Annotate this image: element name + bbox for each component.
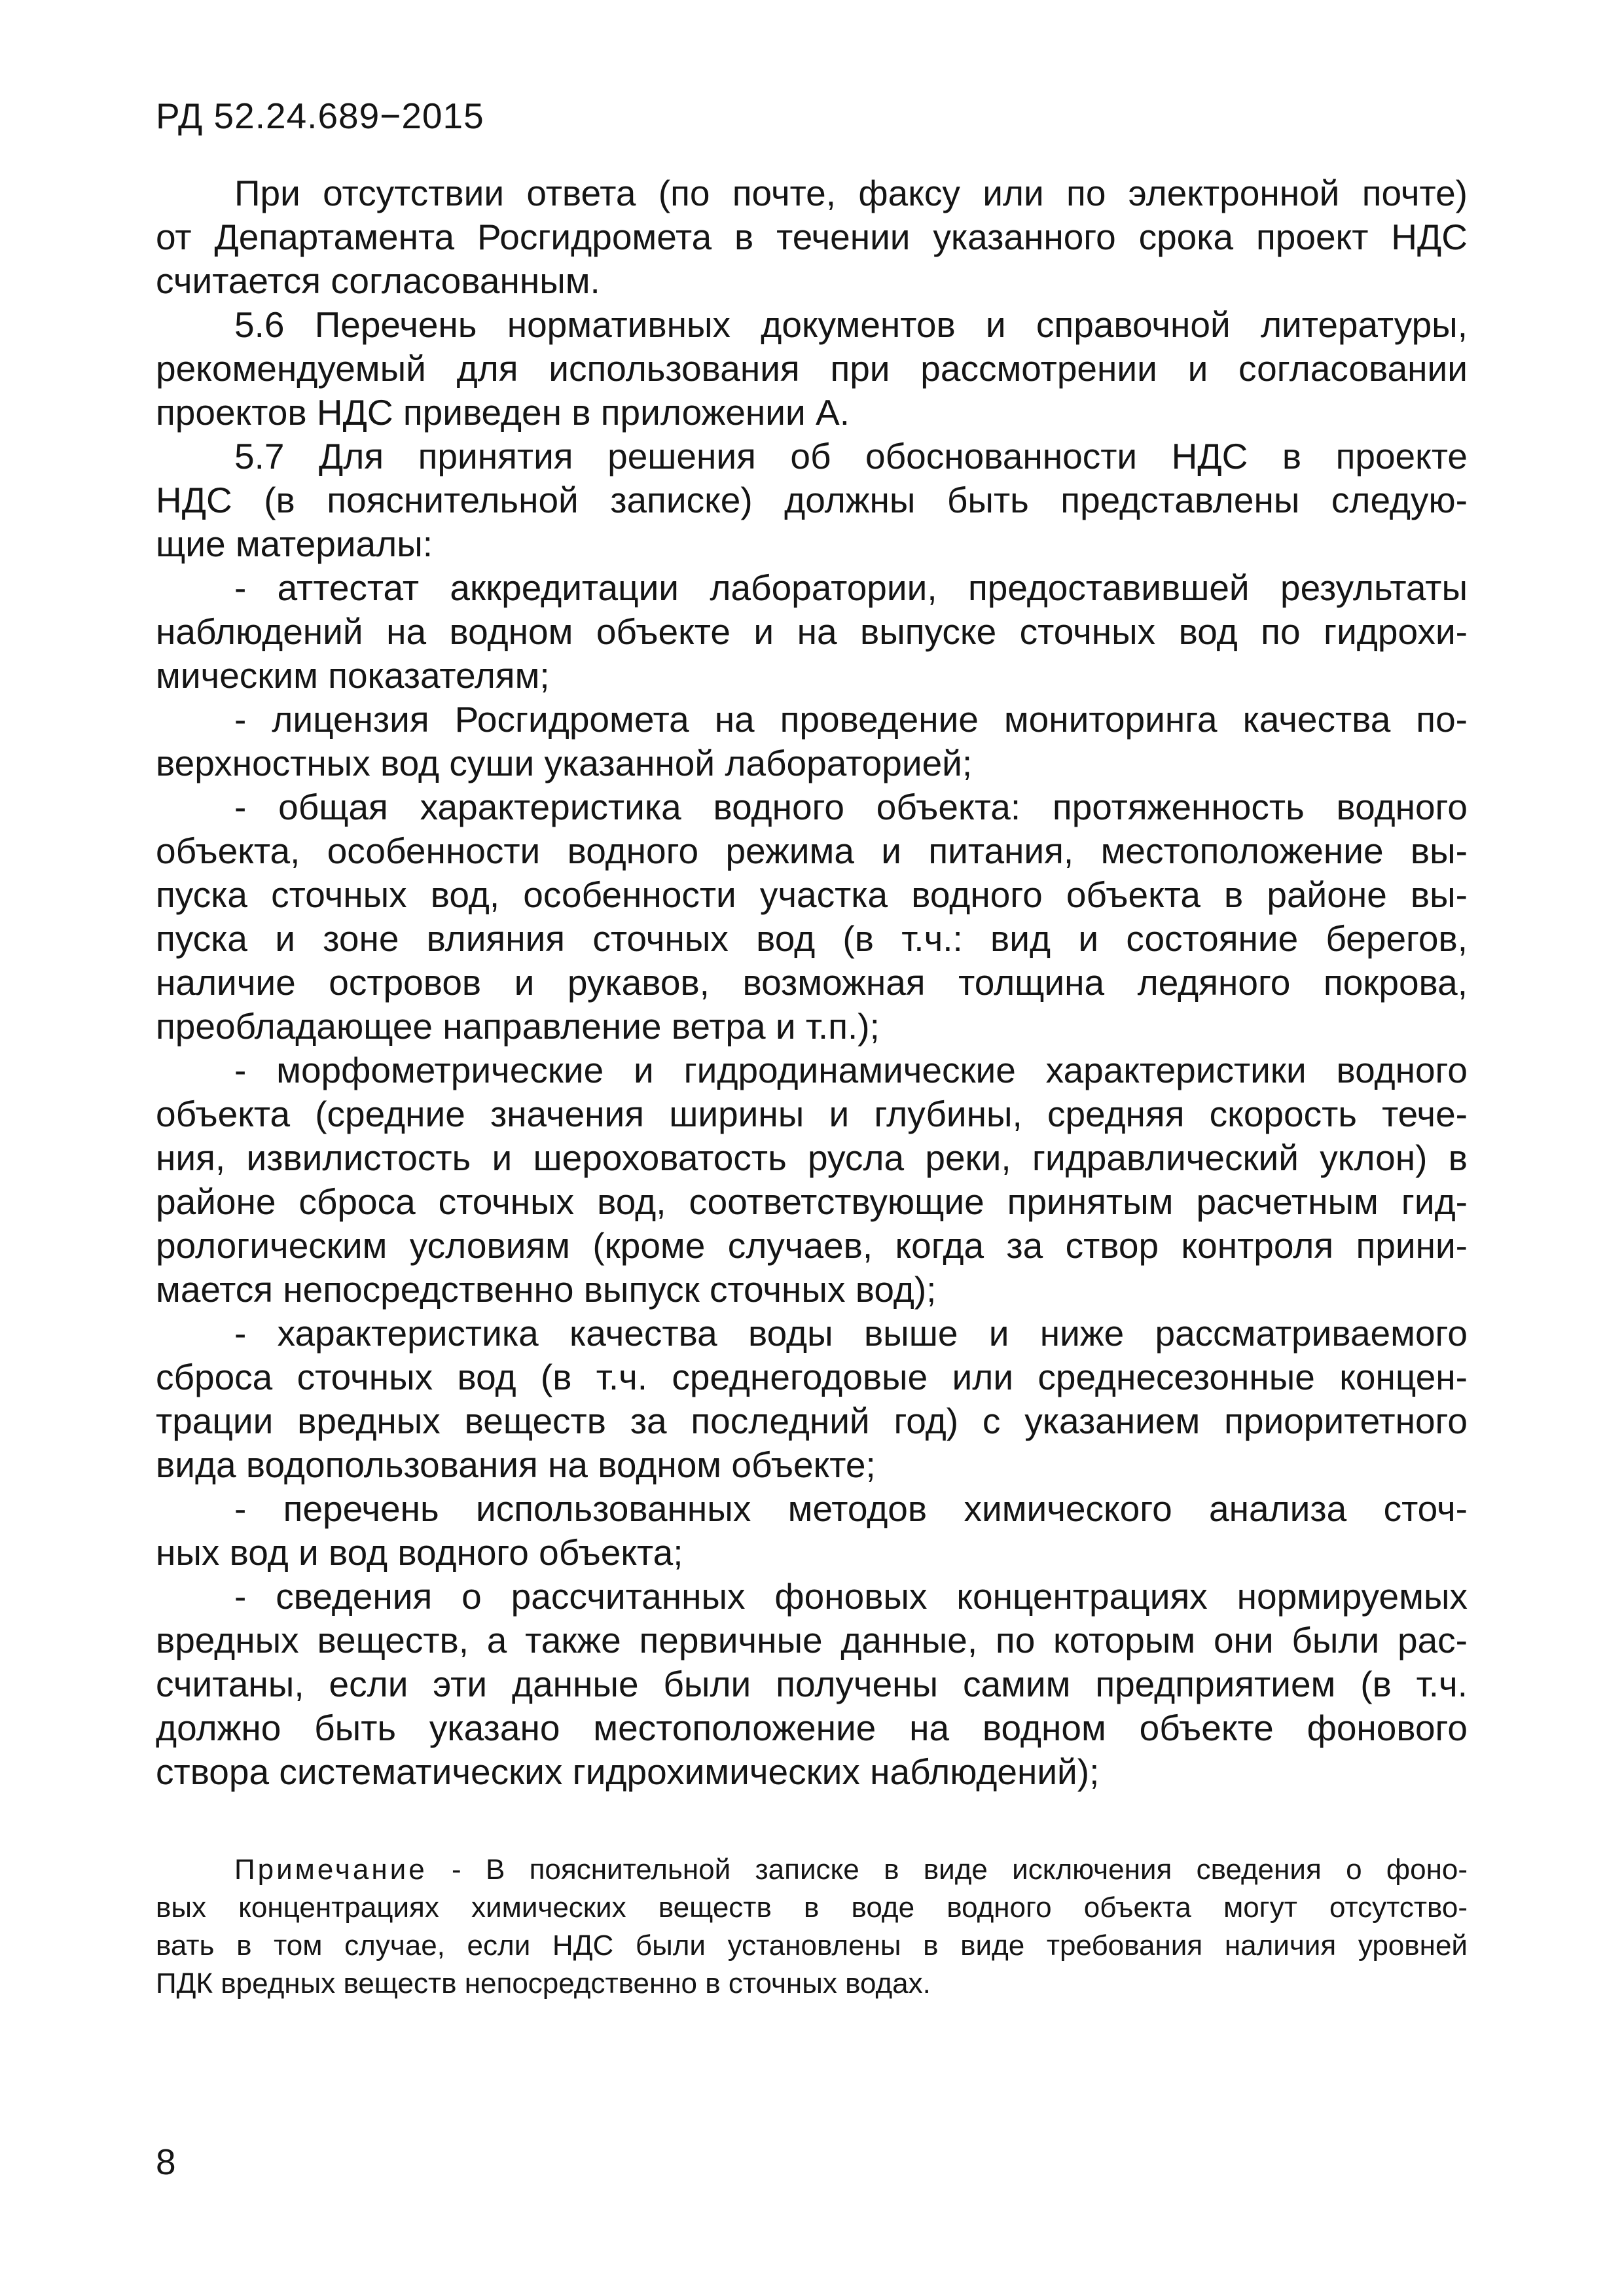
paragraph-line: должно быть указано местоположение на водном объекте фонового <box>156 1708 1468 1748</box>
paragraph-line: мическим показателям; <box>156 655 550 696</box>
paragraph-line: пуска сточных вод, особенности участка водного объекта в районе вы- <box>156 874 1468 915</box>
note-block <box>156 1851 1468 2003</box>
paragraph-line: рекомендуемый для использования при рассмотрении и согласовании <box>156 348 1468 389</box>
paragraph <box>156 171 1468 303</box>
paragraph-line: от Департамента Росгидромета в течении указанного срока проект НДС <box>156 217 1468 257</box>
paragraph-line: пуска и зоне влияния сточных вод (в т.ч.: вид и состояние берегов, <box>156 918 1468 959</box>
note-first-line <box>156 1851 1468 1889</box>
note-label: Примечание <box>234 1854 427 1886</box>
paragraph <box>156 303 1468 435</box>
paragraph-line: - аттестат аккредитации лаборатории, предоставившей результаты <box>234 567 1468 608</box>
paragraph-line: сброса сточных вод (в т.ч. среднегодовые или среднесезонные концен- <box>156 1357 1468 1397</box>
paragraph-line: - сведения о рассчитанных фоновых концентрациях нормируемых <box>234 1576 1468 1617</box>
paragraph-line: считается согласованным. <box>156 260 600 301</box>
paragraph-line: - общая характеристика водного объекта: протяженность водного <box>234 787 1468 827</box>
paragraph-line: вредных веществ, а также первичные данные, по которым они были рас- <box>156 1620 1468 1660</box>
paragraph <box>156 1312 1468 1487</box>
paragraph <box>156 1487 1468 1575</box>
note-first-line-text: - В пояснительной записке в виде исключения сведения о фоно- <box>427 1854 1468 1886</box>
page-number: 8 <box>156 2142 176 2182</box>
paragraph-line: наличие островов и рукавов, возможная толщина ледяного покрова, <box>156 962 1468 1003</box>
paragraph-line: объекта, особенности водного режима и питания, местоположение вы- <box>156 831 1468 871</box>
paragraph <box>156 698 1468 785</box>
paragraph <box>156 435 1468 566</box>
paragraph-line: преобладающее направление ветра и т.п.); <box>156 1006 880 1047</box>
paragraph-line: рологическим условиям (кроме случаев, когда за створ контроля прини- <box>156 1225 1468 1266</box>
paragraph-line: считаны, если эти данные были получены самим предприятием (в т.ч. <box>156 1664 1468 1704</box>
paragraph-line: объекта (средние значения ширины и глубины, средняя скорость тече- <box>156 1094 1468 1134</box>
paragraph-line: наблюдений на водном объекте и на выпуске сточных вод по гидрохи- <box>156 611 1468 652</box>
paragraph-line: щие материалы: <box>156 524 433 564</box>
paragraph <box>156 1049 1468 1312</box>
paragraph-line: верхностных вод суши указанной лабораторией; <box>156 743 973 783</box>
paragraph-line: При отсутствии ответа (по почте, факсу или по электронной почте) <box>234 173 1468 213</box>
paragraph-line: проектов НДС приведен в приложении А. <box>156 392 850 433</box>
paragraph-line: - морфометрические и гидродинамические характеристики водного <box>234 1050 1468 1090</box>
paragraph <box>156 1575 1468 1794</box>
paragraph-line: - лицензия Росгидромета на проведение мониторинга качества по- <box>234 699 1468 740</box>
paragraph-line: ных вод и вод водного объекта; <box>156 1532 683 1573</box>
note-line: вых концентрациях химических веществ в воде водного объекта могут отсутство- <box>156 1892 1468 1924</box>
paragraph-line: мается непосредственно выпуск сточных вод); <box>156 1269 937 1310</box>
document-code: РД 52.24.689−2015 <box>156 96 484 136</box>
body-text <box>156 171 1468 1794</box>
paragraph-line: трации вредных веществ за последний год) с указанием приоритетного <box>156 1401 1468 1441</box>
paragraph-line: НДС (в пояснительной записке) должны быть представлены следую- <box>156 480 1468 520</box>
paragraph-line: - характеристика качества воды выше и ниже рассматриваемого <box>234 1313 1468 1354</box>
paragraph-line: - перечень использованных методов химического анализа сточ- <box>234 1488 1468 1529</box>
paragraph <box>156 785 1468 1049</box>
paragraph <box>156 566 1468 698</box>
paragraph-line: вида водопользования на водном объекте; <box>156 1444 876 1485</box>
note-line: вать в том случае, если НДС были установлены в виде требования наличия уровней <box>156 1929 1468 1962</box>
paragraph-line: 5.6 Перечень нормативных документов и справочной литературы, <box>234 304 1468 345</box>
paragraph-line: 5.7 Для принятия решения об обоснованности НДС в проекте <box>234 436 1468 476</box>
paragraph-line: районе сброса сточных вод, соответствующие принятым расчетным гид- <box>156 1181 1468 1222</box>
paragraph-line: створа систематических гидрохимических наблюдений); <box>156 1751 1100 1792</box>
note-line: ПДК вредных веществ непосредственно в сточных водах. <box>156 1967 931 2000</box>
paragraph-line: ния, извилистость и шероховатость русла реки, гидравлический уклон) в <box>156 1138 1468 1178</box>
